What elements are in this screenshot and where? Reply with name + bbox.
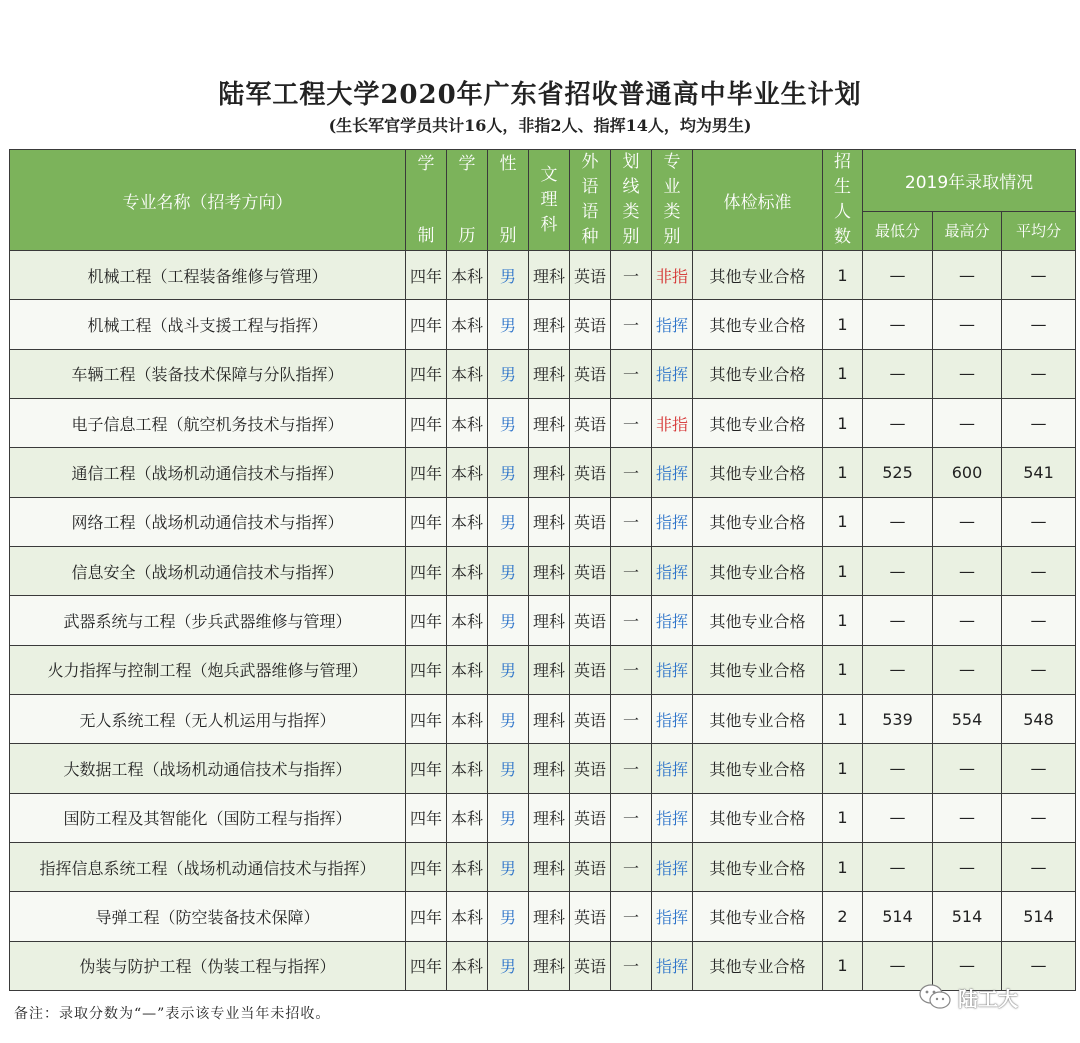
stream-cell: 理科: [529, 842, 570, 891]
header-char: 生: [834, 177, 851, 197]
avg-score-cell: 514: [1002, 892, 1076, 941]
degree-cell: 本科: [447, 694, 488, 743]
language-cell: 英语: [570, 448, 611, 497]
header-gender: [488, 150, 529, 251]
degree-cell: 本科: [447, 941, 488, 990]
avg-score-cell: 548: [1002, 694, 1076, 743]
line-type-cell: 一: [611, 596, 652, 645]
table-row: [10, 892, 1076, 941]
enroll-count-cell: 1: [823, 497, 863, 546]
max-score-cell: —: [933, 842, 1002, 891]
line-type-cell: 一: [611, 497, 652, 546]
max-score-cell: —: [933, 349, 1002, 398]
table-header: [10, 150, 1076, 251]
min-score-cell: —: [863, 941, 933, 990]
wechat-icon: [918, 983, 952, 1011]
gender-cell: 男: [488, 398, 529, 447]
physical-standard-cell: 其他专业合格: [693, 497, 823, 546]
header-char: 种: [581, 227, 599, 247]
language-cell: 英语: [570, 596, 611, 645]
major-cell: 信息安全（战场机动通信技术与指挥）: [10, 546, 406, 595]
table-row: [10, 645, 1076, 694]
degree-cell: 本科: [447, 448, 488, 497]
major-type-cell: 指挥: [652, 349, 693, 398]
max-score-cell: —: [933, 645, 1002, 694]
header-char: 语: [581, 202, 599, 222]
header-stream: [529, 150, 570, 251]
stream-cell: 理科: [529, 448, 570, 497]
header-char: 理: [540, 189, 558, 210]
header-char: 类: [622, 202, 640, 222]
language-cell: 英语: [570, 300, 611, 349]
duration-cell: 四年: [406, 842, 447, 891]
language-cell: 英语: [570, 793, 611, 842]
header-char: 招: [834, 152, 851, 172]
physical-standard-cell: 其他专业合格: [693, 448, 823, 497]
gender-cell: 男: [488, 744, 529, 793]
gender-cell: 男: [488, 596, 529, 645]
avg-score-cell: —: [1002, 744, 1076, 793]
header-char: 外: [581, 152, 599, 172]
page-title: 陆军工程大学2020年广东省招收普通高中毕业生计划: [218, 80, 862, 110]
duration-cell: 四年: [406, 645, 447, 694]
physical-standard-cell: 其他专业合格: [693, 842, 823, 891]
line-type-cell: 一: [611, 398, 652, 447]
avg-score-cell: —: [1002, 645, 1076, 694]
physical-standard-cell: 其他专业合格: [693, 892, 823, 941]
language-cell: 英语: [570, 497, 611, 546]
watermark-text: 陆工大: [958, 986, 1018, 1011]
min-score-cell: —: [863, 349, 933, 398]
physical-standard-cell: 其他专业合格: [693, 546, 823, 595]
gender-cell: 男: [488, 497, 529, 546]
physical-standard-cell: 其他专业合格: [693, 300, 823, 349]
stream-cell: 理科: [529, 892, 570, 941]
header-char: 制: [417, 225, 435, 246]
stream-cell: 理科: [529, 744, 570, 793]
language-cell: 英语: [570, 694, 611, 743]
enroll-count-cell: 1: [823, 300, 863, 349]
major-cell: 通信工程（战场机动通信技术与指挥）: [10, 448, 406, 497]
gender-cell: 男: [488, 892, 529, 941]
major-type-cell: 指挥: [652, 694, 693, 743]
line-type-cell: 一: [611, 842, 652, 891]
duration-cell: 四年: [406, 596, 447, 645]
min-score-cell: —: [863, 300, 933, 349]
physical-standard-cell: 其他专业合格: [693, 941, 823, 990]
max-score-cell: —: [933, 793, 1002, 842]
gender-cell: 男: [488, 645, 529, 694]
avg-score-cell: —: [1002, 546, 1076, 595]
major-cell: 机械工程（工程装备维修与管理）: [10, 251, 406, 300]
max-score-cell: —: [933, 941, 1002, 990]
degree-cell: 本科: [447, 842, 488, 891]
enroll-count-cell: 1: [823, 941, 863, 990]
enroll-count-cell: 1: [823, 694, 863, 743]
major-cell: 伪装与防护工程（伪装工程与指挥）: [10, 941, 406, 990]
table-row: [10, 842, 1076, 891]
min-score-cell: 514: [863, 892, 933, 941]
language-cell: 英语: [570, 251, 611, 300]
major-type-cell: 指挥: [652, 448, 693, 497]
avg-score-cell: —: [1002, 497, 1076, 546]
max-score-cell: 514: [933, 892, 1002, 941]
header-avg-score: 平均分: [1002, 211, 1076, 250]
avg-score-cell: —: [1002, 300, 1076, 349]
major-type-cell: 指挥: [652, 892, 693, 941]
duration-cell: 四年: [406, 251, 447, 300]
header-line-type: [611, 150, 652, 251]
enroll-count-cell: 1: [823, 546, 863, 595]
min-score-cell: 525: [863, 448, 933, 497]
line-type-cell: 一: [611, 892, 652, 941]
major-type-cell: 非指: [652, 251, 693, 300]
stream-cell: 理科: [529, 300, 570, 349]
language-cell: 英语: [570, 941, 611, 990]
table-row: [10, 546, 1076, 595]
max-score-cell: —: [933, 744, 1002, 793]
major-cell: 指挥信息系统工程（战场机动通信技术与指挥）: [10, 842, 406, 891]
major-cell: 武器系统与工程（步兵武器维修与管理）: [10, 596, 406, 645]
duration-cell: 四年: [406, 546, 447, 595]
degree-cell: 本科: [447, 793, 488, 842]
line-type-cell: 一: [611, 645, 652, 694]
min-score-cell: —: [863, 744, 933, 793]
degree-cell: 本科: [447, 892, 488, 941]
language-cell: 英语: [570, 892, 611, 941]
major-type-cell: 非指: [652, 398, 693, 447]
enroll-count-cell: 1: [823, 448, 863, 497]
degree-cell: 本科: [447, 645, 488, 694]
language-cell: 英语: [570, 349, 611, 398]
max-score-cell: 554: [933, 694, 1002, 743]
table-row: [10, 448, 1076, 497]
major-type-cell: 指挥: [652, 546, 693, 595]
stream-cell: 理科: [529, 645, 570, 694]
major-cell: 车辆工程（装备技术保障与分队指挥）: [10, 349, 406, 398]
header-min-score: 最低分: [863, 211, 933, 250]
table-row: [10, 251, 1076, 300]
line-type-cell: 一: [611, 694, 652, 743]
header-char: 语: [581, 177, 599, 197]
avg-score-cell: —: [1002, 941, 1076, 990]
max-score-cell: —: [933, 497, 1002, 546]
table-row: [10, 349, 1076, 398]
major-cell: 导弹工程（防空装备技术保障）: [10, 892, 406, 941]
major-type-cell: 指挥: [652, 793, 693, 842]
enroll-count-cell: 1: [823, 398, 863, 447]
stream-cell: 理科: [529, 497, 570, 546]
degree-cell: 本科: [447, 596, 488, 645]
line-type-cell: 一: [611, 251, 652, 300]
avg-score-cell: —: [1002, 349, 1076, 398]
enroll-count-cell: 1: [823, 645, 863, 694]
physical-standard-cell: 其他专业合格: [693, 744, 823, 793]
min-score-cell: —: [863, 546, 933, 595]
enroll-count-cell: 2: [823, 892, 863, 941]
physical-standard-cell: 其他专业合格: [693, 398, 823, 447]
min-score-cell: —: [863, 842, 933, 891]
major-type-cell: 指挥: [652, 645, 693, 694]
stream-cell: 理科: [529, 793, 570, 842]
wechat-watermark: [918, 980, 1018, 1014]
header-duration: [406, 150, 447, 251]
duration-cell: 四年: [406, 744, 447, 793]
max-score-cell: —: [933, 300, 1002, 349]
gender-cell: 男: [488, 251, 529, 300]
gender-cell: 男: [488, 694, 529, 743]
stream-cell: 理科: [529, 398, 570, 447]
table-row: [10, 497, 1076, 546]
table-row: [10, 596, 1076, 645]
header-char: 学: [417, 154, 435, 174]
line-type-cell: 一: [611, 744, 652, 793]
gender-cell: 男: [488, 448, 529, 497]
footnote: 备注：录取分数为“—”表示该专业当年未招收。: [14, 1006, 331, 1022]
header-max-score: 最高分: [933, 211, 1002, 250]
stream-cell: 理科: [529, 546, 570, 595]
table-row: [10, 941, 1076, 990]
language-cell: 英语: [570, 398, 611, 447]
duration-cell: 四年: [406, 497, 447, 546]
major-type-cell: 指挥: [652, 300, 693, 349]
avg-score-cell: —: [1002, 842, 1076, 891]
avg-score-cell: 541: [1002, 448, 1076, 497]
table-row: [10, 793, 1076, 842]
min-score-cell: —: [863, 497, 933, 546]
page-subtitle: (生长军官学员共计16人，非指2人、指挥14人，均为男生): [328, 116, 752, 135]
major-type-cell: 指挥: [652, 941, 693, 990]
enroll-count-cell: 1: [823, 596, 863, 645]
major-cell: 电子信息工程（航空机务技术与指挥）: [10, 398, 406, 447]
enroll-count-cell: 1: [823, 842, 863, 891]
header-2019-admission: 2019年录取情况: [863, 150, 1076, 212]
enroll-count-cell: 1: [823, 793, 863, 842]
physical-standard-cell: 其他专业合格: [693, 645, 823, 694]
header-char: 数: [834, 227, 851, 247]
physical-standard-cell: 其他专业合格: [693, 694, 823, 743]
stream-cell: 理科: [529, 251, 570, 300]
major-type-cell: 指挥: [652, 744, 693, 793]
duration-cell: 四年: [406, 398, 447, 447]
enroll-count-cell: 1: [823, 744, 863, 793]
major-cell: 无人系统工程（无人机运用与指挥）: [10, 694, 406, 743]
physical-standard-cell: 其他专业合格: [693, 349, 823, 398]
gender-cell: 男: [488, 349, 529, 398]
stream-cell: 理科: [529, 941, 570, 990]
table-body: [10, 251, 1076, 991]
degree-cell: 本科: [447, 398, 488, 447]
line-type-cell: 一: [611, 941, 652, 990]
physical-standard-cell: 其他专业合格: [693, 793, 823, 842]
line-type-cell: 一: [611, 448, 652, 497]
physical-standard-cell: 其他专业合格: [693, 596, 823, 645]
language-cell: 英语: [570, 842, 611, 891]
header-char: 专: [663, 152, 681, 172]
header-degree: [447, 150, 488, 251]
major-type-cell: 指挥: [652, 497, 693, 546]
stream-cell: 理科: [529, 349, 570, 398]
header-char: 业: [663, 177, 681, 197]
header-char: 别: [663, 227, 681, 247]
max-score-cell: —: [933, 398, 1002, 447]
header-char: 学: [458, 154, 476, 174]
table-row: [10, 300, 1076, 349]
line-type-cell: 一: [611, 349, 652, 398]
major-cell: 国防工程及其智能化（国防工程与指挥）: [10, 793, 406, 842]
language-cell: 英语: [570, 546, 611, 595]
duration-cell: 四年: [406, 941, 447, 990]
header-char: 科: [540, 214, 558, 235]
min-score-cell: —: [863, 645, 933, 694]
duration-cell: 四年: [406, 793, 447, 842]
min-score-cell: —: [863, 251, 933, 300]
header-enroll-count: [823, 150, 863, 251]
avg-score-cell: —: [1002, 793, 1076, 842]
header-char: 性: [499, 154, 517, 174]
max-score-cell: —: [933, 546, 1002, 595]
major-cell: 机械工程（战斗支援工程与指挥）: [10, 300, 406, 349]
enrollment-plan-table: [9, 149, 1076, 991]
language-cell: 英语: [570, 744, 611, 793]
table-row: [10, 744, 1076, 793]
header-char: 人: [834, 202, 851, 222]
min-score-cell: —: [863, 398, 933, 447]
physical-standard-cell: 其他专业合格: [693, 251, 823, 300]
duration-cell: 四年: [406, 694, 447, 743]
major-cell: 网络工程（战场机动通信技术与指挥）: [10, 497, 406, 546]
duration-cell: 四年: [406, 300, 447, 349]
degree-cell: 本科: [447, 300, 488, 349]
duration-cell: 四年: [406, 448, 447, 497]
degree-cell: 本科: [447, 349, 488, 398]
header-major: 专业名称（招考方向）: [10, 150, 406, 251]
duration-cell: 四年: [406, 892, 447, 941]
line-type-cell: 一: [611, 300, 652, 349]
header-language: [570, 150, 611, 251]
header-major-type: [652, 150, 693, 251]
stream-cell: 理科: [529, 596, 570, 645]
header-char: 划: [622, 152, 640, 172]
degree-cell: 本科: [447, 546, 488, 595]
major-type-cell: 指挥: [652, 842, 693, 891]
max-score-cell: —: [933, 596, 1002, 645]
header-char: 别: [622, 227, 640, 247]
line-type-cell: 一: [611, 793, 652, 842]
gender-cell: 男: [488, 941, 529, 990]
header-char: 文: [540, 164, 558, 185]
degree-cell: 本科: [447, 497, 488, 546]
header-char: 历: [458, 225, 476, 246]
max-score-cell: 600: [933, 448, 1002, 497]
enroll-count-cell: 1: [823, 251, 863, 300]
avg-score-cell: —: [1002, 596, 1076, 645]
degree-cell: 本科: [447, 251, 488, 300]
language-cell: 英语: [570, 645, 611, 694]
duration-cell: 四年: [406, 349, 447, 398]
gender-cell: 男: [488, 546, 529, 595]
major-type-cell: 指挥: [652, 596, 693, 645]
min-score-cell: 539: [863, 694, 933, 743]
enroll-count-cell: 1: [823, 349, 863, 398]
max-score-cell: —: [933, 251, 1002, 300]
gender-cell: 男: [488, 300, 529, 349]
header-char: 线: [622, 177, 640, 197]
major-cell: 大数据工程（战场机动通信技术与指挥）: [10, 744, 406, 793]
avg-score-cell: —: [1002, 398, 1076, 447]
major-cell: 火力指挥与控制工程（炮兵武器维修与管理）: [10, 645, 406, 694]
header-char: 别: [499, 225, 517, 246]
avg-score-cell: —: [1002, 251, 1076, 300]
min-score-cell: —: [863, 793, 933, 842]
stream-cell: 理科: [529, 694, 570, 743]
gender-cell: 男: [488, 842, 529, 891]
line-type-cell: 一: [611, 546, 652, 595]
table-row: [10, 694, 1076, 743]
gender-cell: 男: [488, 793, 529, 842]
min-score-cell: —: [863, 596, 933, 645]
header-physical: 体检标准: [693, 150, 823, 251]
table-row: [10, 398, 1076, 447]
header-char: 类: [663, 202, 681, 222]
degree-cell: 本科: [447, 744, 488, 793]
